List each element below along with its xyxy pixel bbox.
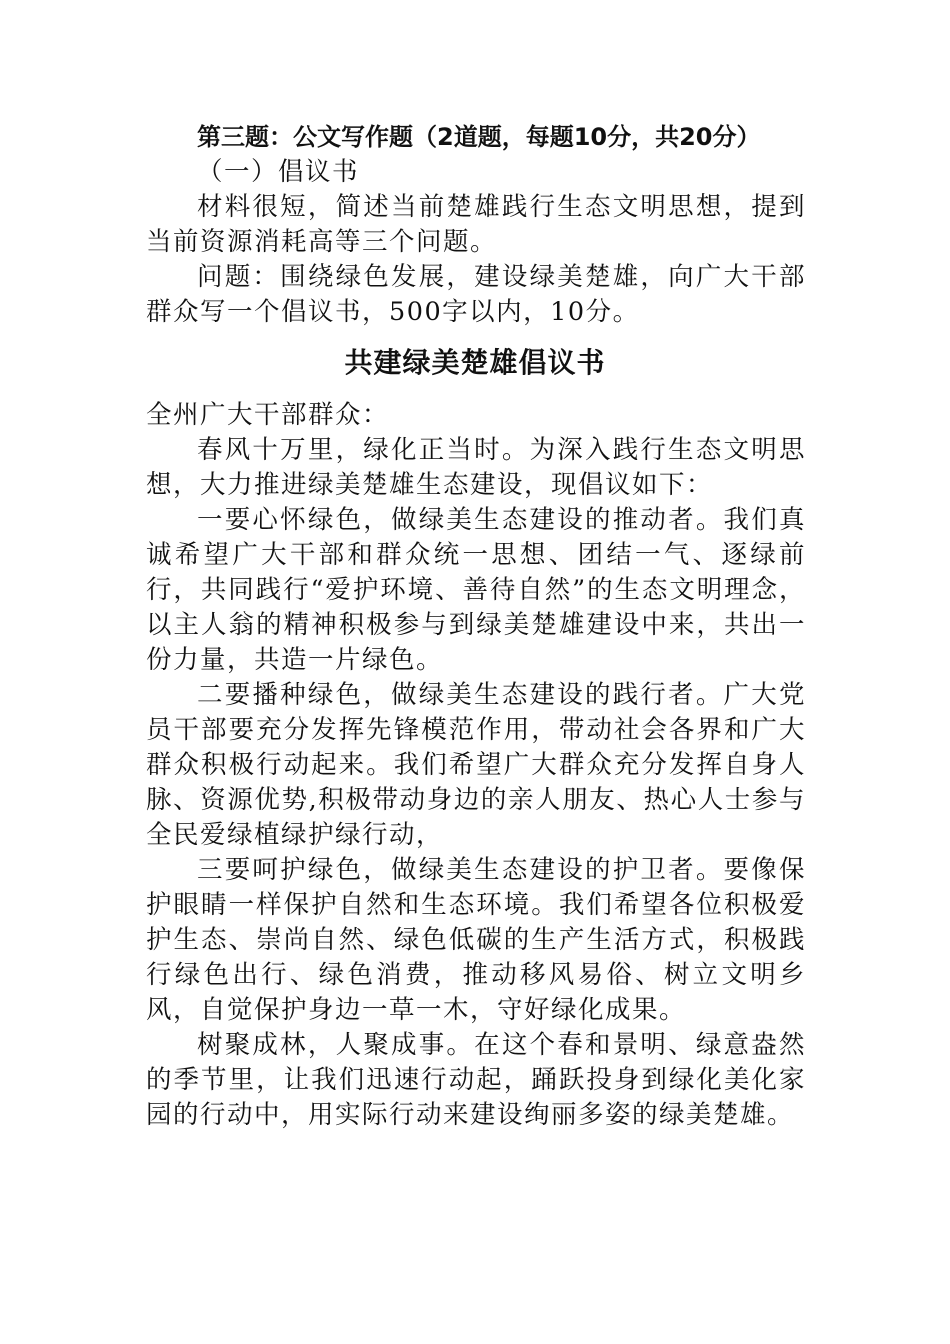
salutation: 全州广大干部群众： — [146, 400, 390, 430]
question-title: 第三题：公文写作题（2道题，每题10分，共20分） — [197, 123, 761, 151]
paragraph-point-two: 二要播种绿色，做绿美生态建设的践行者。广大党员干部要充分发挥先锋模范作用，带动社会各界和广大群众积极行动起来。我们希望广大群众充分发挥自身人脉、资源优势,积极带动身边的亲人朋友、热心人士参与全民爱绿植绿护绿行动， — [146, 680, 806, 850]
question-subtitle: （一）倡议书 — [197, 157, 360, 187]
paragraph-point-one: 一要心怀绿色，做绿美生态建设的推动者。我们真诚希望广大干部和群众统一思想、团结一气、逐绿前行，共同践行“爱护环境、善待自然”的生态文明理念，以主人翁的精神积极参与到绿美楚雄建设中来，共出一份力量，共造一片绿色。 — [146, 505, 806, 675]
question-material: 材料很短，简述当前楚雄践行生态文明思想，提到当前资源消耗高等三个问题。 — [146, 192, 806, 257]
question-prompt: 问题：围绕绿色发展，建设绿美楚雄，向广大干部群众写一个倡议书，500字以内，10分。 — [146, 262, 806, 327]
question-section — [146, 120, 806, 330]
paragraph-point-three: 三要呵护绿色，做绿美生态建设的护卫者。要像保护眼睛一样保护自然和生态环境。我们希望各位积极爱护生态、崇尚自然、绿色低碳的生产生活方式，积极践行绿色出行、绿色消费，推动移风易俗、树立文明乡风，自觉保护身边一草一木，守好绿化成果。 — [146, 855, 806, 1025]
paragraph-intro: 春风十万里，绿化正当时。为深入践行生态文明思想，大力推进绿美楚雄生态建设，现倡议如下： — [146, 435, 806, 500]
document-title: 共建绿美楚雄倡议书 — [344, 346, 606, 379]
document-body — [146, 398, 806, 1133]
paragraph-closing: 树聚成林，人聚成事。在这个春和景明、绿意盎然的季节里，让我们迅速行动起，踊跃投身到绿化美化家园的行动中，用实际行动来建设绚丽多姿的绿美楚雄。 — [146, 1030, 806, 1130]
